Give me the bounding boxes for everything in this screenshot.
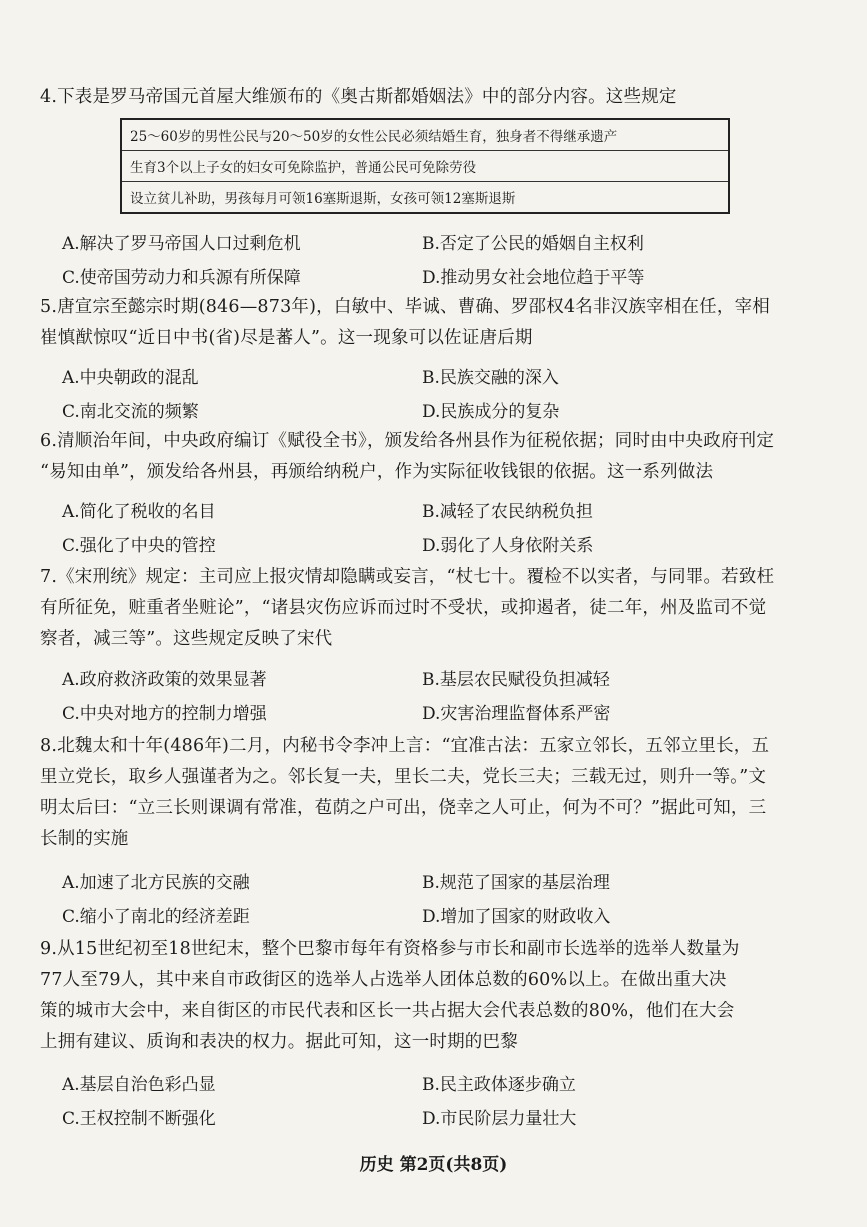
stem-line: 里立党长，取乡人强谨者为之。邻长复一夫，里长二夫，党长三夫；三载无过，则升一等。”文	[40, 767, 767, 787]
option-a[interactable]: A.加速了北方民族的交融	[62, 873, 250, 893]
question-5-options	[62, 363, 822, 431]
option-a[interactable]: A.简化了税收的名目	[62, 502, 216, 522]
stem-line: 6.清顺治年间，中央政府编订《赋役全书》，颁发给各州县作为征税依据；同时由中央政府刊定	[40, 431, 775, 451]
question-4-options	[62, 229, 822, 297]
option-d[interactable]: D.灾害治理监督体系严密	[422, 704, 611, 724]
stem-line: 7.《宋刑统》规定：主司应上报灾情却隐瞒或妄言，“杖七十。覆检不以实者，与同罪。若致枉	[40, 567, 775, 587]
stem-line: 4.下表是罗马帝国元首屋大维颁布的《奥古斯都婚姻法》中的部分内容。这些规定	[40, 87, 677, 107]
stem-line: 明太后曰：“立三长则课调有常准，苞荫之户可出，侥幸之人可止，何为不可？”据此可知，三	[40, 798, 767, 818]
question-8-stem	[40, 731, 830, 855]
stem-line: 崔慎猷惊叹“近日中书(省)尽是蕃人”。这一现象可以佐证唐后期	[40, 328, 533, 348]
option-b[interactable]: B.否定了公民的婚姻自主权利	[422, 234, 644, 254]
question-5-stem	[40, 292, 830, 354]
option-b[interactable]: B.规范了国家的基层治理	[422, 873, 610, 893]
stem-line: 5.唐宣宗至懿宗时期(846—873年)，白敏中、毕诚、曹确、罗邵权4名非汉族宰相在任，宰相	[40, 297, 770, 317]
table-row	[121, 151, 729, 182]
question-9-options	[62, 1070, 822, 1138]
question-6-stem	[40, 426, 830, 488]
question-8-options	[62, 868, 822, 936]
option-c[interactable]: C.缩小了南北的经济差距	[62, 907, 250, 927]
table-cell: 生育3个以上子女的妇女可免除监护，普通公民可免除劳役	[121, 151, 729, 182]
question-7-options	[62, 665, 822, 733]
question-6-options	[62, 497, 822, 565]
option-d[interactable]: D.推动男女社会地位趋于平等	[422, 268, 645, 288]
stem-line: 上拥有建议、质询和表决的权力。据此可知，这一时期的巴黎	[40, 1032, 518, 1052]
option-b[interactable]: B.民主政体逐步确立	[422, 1075, 576, 1095]
marriage-law-table	[120, 118, 730, 214]
stem-line: 察者，减三等”。这些规定反映了宋代	[40, 629, 333, 649]
stem-line: 有所征免，赃重者坐赃论”，“诸县灾伤应诉而过时不受状，或抑遏者，徒二年，州及监司不觉	[40, 598, 767, 618]
stem-line: 策的城市大会中，来自街区的市民代表和区长一共占据大会代表总数的80%，他们在大会	[40, 1001, 735, 1021]
question-9-stem	[40, 934, 830, 1058]
stem-line: “易知由单”，颁发给各州县，再颁给纳税户，作为实际征收钱银的依据。这一系列做法	[40, 462, 714, 482]
stem-line: 8.北魏太和十年(486年)二月，内秘书令李冲上言：“宜准古法：五家立邻长，五邻立里长，五	[40, 736, 770, 756]
option-a[interactable]: A.中央朝政的混乱	[62, 368, 199, 388]
stem-line: 长制的实施	[40, 829, 129, 849]
option-c[interactable]: C.王权控制不断强化	[62, 1109, 216, 1129]
option-c[interactable]: C.强化了中央的管控	[62, 536, 216, 556]
question-7-stem	[40, 562, 830, 655]
option-c[interactable]: C.中央对地方的控制力增强	[62, 704, 267, 724]
option-d[interactable]: D.增加了国家的财政收入	[422, 907, 611, 927]
table-cell: 设立贫儿补助，男孩每月可领16塞斯退斯，女孩可领12塞斯退斯	[121, 182, 729, 214]
option-c[interactable]: C.南北交流的频繁	[62, 402, 199, 422]
table-row	[121, 119, 729, 151]
option-b[interactable]: B.基层农民赋役负担减轻	[422, 670, 610, 690]
question-4-stem	[40, 82, 830, 113]
option-b[interactable]: B.减轻了农民纳税负担	[422, 502, 593, 522]
option-a[interactable]: A.解决了罗马帝国人口过剩危机	[62, 234, 301, 254]
option-d[interactable]: D.弱化了人身依附关系	[422, 536, 594, 556]
option-b[interactable]: B.民族交融的深入	[422, 368, 559, 388]
stem-line: 9.从15世纪初至18世纪末，整个巴黎市每年有资格参与市长和副市长选举的选举人数量为	[40, 939, 740, 959]
option-a[interactable]: A.政府救济政策的效果显著	[62, 670, 267, 690]
page-footer: 历史 第2页(共8页)	[359, 1155, 508, 1175]
option-d[interactable]: D.市民阶层力量壮大	[422, 1109, 577, 1129]
stem-line: 77人至79人，其中来自市政街区的选举人占选举人团体总数的60%以上。在做出重大决	[40, 970, 727, 990]
option-c[interactable]: C.使帝国劳动力和兵源有所保障	[62, 268, 301, 288]
table-row	[121, 182, 729, 214]
option-a[interactable]: A.基层自治色彩凸显	[62, 1075, 216, 1095]
option-d[interactable]: D.民族成分的复杂	[422, 402, 560, 422]
table-cell: 25～60岁的男性公民与20～50岁的女性公民必须结婚生育，独身者不得继承遗产	[121, 119, 729, 151]
